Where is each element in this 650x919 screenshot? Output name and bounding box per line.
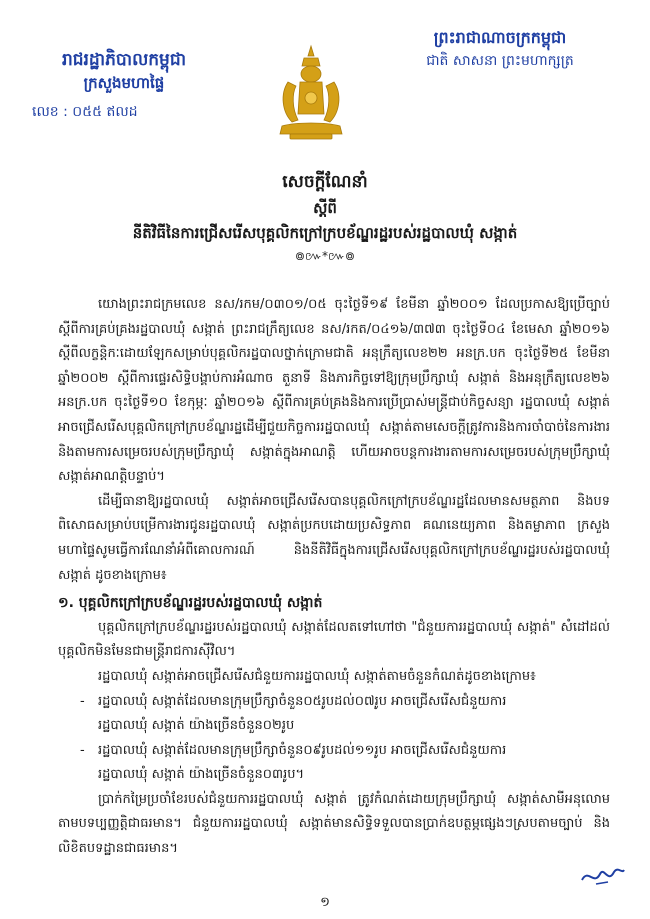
document-subject: នីតិវិធីនៃការជ្រើសរើសបុគ្គលិកក្រៅក្របខ័ណ្ឌរដ្ឋរបស់រដ្ឋបាលឃុំ សង្កាត់ [132,224,518,242]
bullet-dash: - [80,693,85,709]
document-type: សេចក្តីណែនាំ [282,172,368,192]
paragraph-quota-intro: រដ្ឋបាលឃុំ សង្កាត់អាចជ្រើសរើសជំនួយការរដ្ឋបាលឃុំ សង្កាត់តាមចំនួនកំណត់ដូចខាងក្រោម៖ [98,668,536,684]
document-body [58,293,610,862]
kingdom-name: ព្រះរាជាណាចក្រកម្ពុជា [433,28,567,47]
paragraph-purpose: ដើម្បីធានាឱ្យរដ្ឋបាលឃុំ សង្កាត់អាចជ្រើសរើសបានបុគ្គលិកក្រៅក្របខ័ណ្ឌរដ្ឋដែលមានសមត្ថភាព និងបទពិសោធសម្រាប់បម្រើការងារជូនរដ្ឋបាលឃុំ សង្កាត់ប្រកបដោយប្រសិទ្ធភាព គណនេយ្យភាព និងតម្លាភាព ក្រសួងមហាផ្ទៃសូមធ្វើការណែនាំអំពីគោលការណ៍ និងនីតិវិធីក្នុងការជ្រើសរើសបុគ្គលិកក្រៅក្របខ័ណ្ឌរដ្ឋរបស់រដ្ឋបាលឃុំ សង្កាត់ ដូចខាងក្រោម៖ [58,493,610,583]
document-title-block [0,168,650,266]
signature-initial-icon [578,860,628,894]
bullet-text-line: រដ្ឋបាលឃុំ សង្កាត់ដែលមានក្រុមប្រឹក្សាចំនួន០៥រូបដល់០៧រូប អាចជ្រើសរើសជំនួយការ [98,693,507,709]
bullet-text-line: រដ្ឋបាលឃុំ សង្កាត់ យ៉ាងច្រើនចំនួន០២រូប [98,718,295,734]
paragraph-legal-basis: យោងព្រះរាជក្រមលេខ នស/រកម/០៣០១/០៥ ចុះថ្ងៃទី១៩ ខែមីនា ឆ្នាំ២០០១ ដែលប្រកាសឱ្យប្រើច្បាប់ស្តីពីការគ្រប់គ្រងរដ្ឋបាលឃុំ សង្កាត់ ព្រះរាជក្រឹត្យលេខ នស/រកត/០៤១៦/៣៧៣ ចុះថ្ងៃទី០៤ ខែមេសា ឆ្នាំ២០១៦ ស្តីពីលក្ខន្តិកៈដោយឡែកសម្រាប់បុគ្គលិករដ្ឋបាលថ្នាក់ក្រោមជាតិ អនុក្រឹត្យលេខ២២ អនក្រ.បក ចុះថ្ងៃទី២៥ ខែមីនា ឆ្នាំ២០០២ ស្តីពីការផ្ទេរសិទ្ធិបង្គាប់ការអំណាច តួនាទី និងភារកិច្ចទៅឱ្យក្រុមប្រឹក្សាឃុំ សង្កាត់ និងអនុក្រឹត្យលេខ២៦ អនក្រ.បក ចុះថ្ងៃទី១០ ខែកុម្ភៈ ឆ្នាំ២០១៦ ស្តីពីការគ្រប់គ្រងនិងការប្រើប្រាស់មន្ត្រីជាប់កិច្ចសន្យា រដ្ឋបាលឃុំ សង្កាត់អាចជ្រើសរើសបុគ្គលិកក្រៅក្របខ័ណ្ឌរដ្ឋដើម្បីជួយកិច្ចការរដ្ឋបាលឃុំ សង្កាត់តាមសេចក្តីត្រូវការនិងការចាំបាច់នៃការងារ និងតាមការសម្រេចរបស់ក្រុមប្រឹក្សាឃុំ សង្កាត់ក្នុងអាណត្តិ ហើយអាចបន្តការងារតាមការសម្រេចរបស់ក្រុមប្រឹក្សាឃុំ សង្កាត់អាណត្តិបន្ទាប់។ [58,297,610,485]
royal-emblem-icon [266,42,356,142]
paragraph-definition: បុគ្គលិកក្រៅក្របខ័ណ្ឌរដ្ឋរបស់រដ្ឋបាលឃុំ សង្កាត់ដែលតទៅហៅថា "ជំនួយការរដ្ឋបាលឃុំ សង្កាត់" សំដៅដល់បុគ្គលិកមិនមែនជាមន្ត្រីរាជការស៊ីវិល។ [58,619,610,660]
list-item [58,690,610,715]
national-motto: ជាតិ សាសនា ព្រះមហាក្សត្រ [426,53,574,69]
title-about: ស្តីពី [313,199,337,217]
ministry-name: ក្រសួងមហាផ្ទៃ [83,74,165,92]
header-kingdom [400,26,600,72]
bullet-text-line: រដ្ឋបាលឃុំ សង្កាត់ដែលមានក្រុមប្រឹក្សាចំនួន០៩រូបដល់១១រូប អាចជ្រើសរើសជំនួយការ [98,742,507,758]
bullet-dash: - [80,742,85,758]
bullet-text-line: រដ្ឋបាលឃុំ សង្កាត់ យ៉ាងច្រើនចំនួន០៣រូប។ [98,767,305,783]
section-heading-1: ១. បុគ្គលិកក្រៅក្របខ័ណ្ឌរដ្ឋរបស់រដ្ឋបាលឃុំ សង្កាត់ [58,595,323,612]
list-item [58,739,610,764]
paragraph-salary: ប្រាក់កម្រៃប្រចាំខែរបស់ជំនួយការរដ្ឋបាលឃុំ សង្កាត់ ត្រូវកំណត់ដោយក្រុមប្រឹក្សាឃុំ សង្កាត់សាមីអនុលោមតាមបទប្បញ្ញត្តិជាធរមាន។ ជំនួយការរដ្ឋបាលឃុំ សង្កាត់មានសិទ្ធិទទួលបានប្រាក់ឧបត្ថម្ភផ្សេងៗស្របតាមច្បាប់ និងលិខិតបទដ្ឋានជាធរមាន។ [58,791,610,857]
government-name: រាជរដ្ឋាភិបាលកម្ពុជា [61,50,187,70]
title-ornament: ៙៚*៚៙ [295,249,355,263]
page-number: ១ [320,895,330,910]
reference-number: លេខ : ០៥៥ ឥលដ [32,104,138,120]
header-ministry [14,48,234,124]
